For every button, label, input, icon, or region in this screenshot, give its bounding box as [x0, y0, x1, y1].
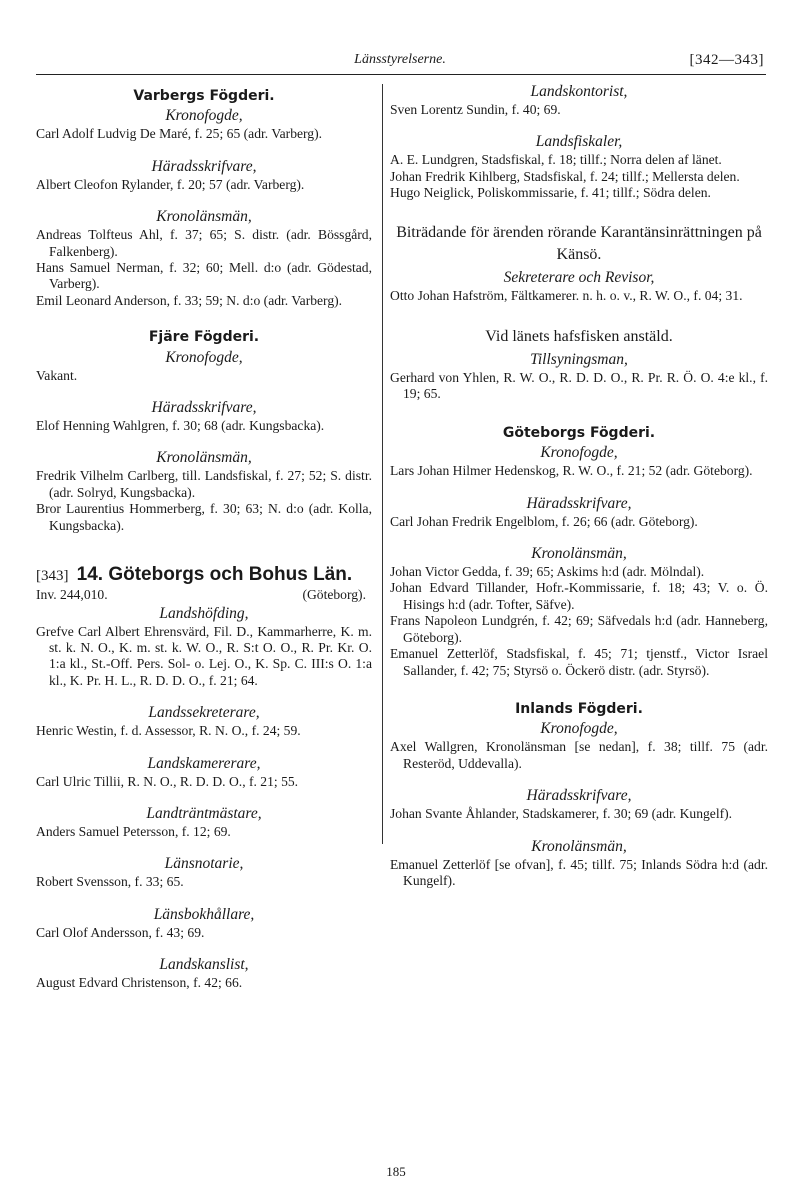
section-title: Fjäre Fögderi.: [148, 329, 260, 346]
entry: Sven Lorentz Sundin, f. 40; 69.: [390, 102, 561, 117]
header-rule: [36, 74, 766, 75]
entry: Emanuel Zetterlöf [se ofvan], f. 45; tillf. 75; Inlands Södra h:d (adr. Kungelf).: [390, 856, 768, 888]
entry: Hans Samuel Nerman, f. 32; 60; Mell. d:o (adr. Gödestad, Varberg).: [36, 260, 372, 292]
entry: Robert Svensson, f. 33; 65.: [36, 874, 184, 890]
role-heading: Häradsskrifvare,: [151, 157, 257, 175]
role-heading: Länsbokhållare,: [153, 905, 255, 923]
role-heading: Landshöfding,: [159, 604, 249, 622]
section-title: Vid länets hafsfisken anstäld.: [485, 328, 673, 346]
role-heading: Sekreterare och Revisor,: [503, 268, 655, 286]
entry: Otto Johan Hafström, Fältkamerer. n. h. o. v., R. W. O., f. 04; 31.: [390, 287, 743, 303]
page-number: 185: [386, 1164, 406, 1179]
role-heading: Kronofogde,: [540, 444, 618, 462]
column-divider: [382, 84, 383, 844]
role-heading: Kronolänsmän,: [156, 449, 252, 467]
entry: Albert Cleofon Rylander, f. 20; 57 (adr. Varberg).: [36, 176, 305, 192]
lan-heading: [36, 564, 372, 587]
role-heading: Häradsskrifvare,: [151, 399, 257, 417]
page-reference: [343]: [36, 568, 69, 585]
entry: Gerhard von Yhlen, R. W. O., R. D. D. O., R. Pr. R. Ö. O. 4:e kl., f. 19; 65.: [390, 370, 768, 402]
entry: Anders Samuel Petersson, f. 12; 69.: [36, 823, 231, 839]
entry: Axel Wallgren, Kronolänsman [se nedan], f. 38; tillf. 75 (adr. Resteröd, Uddevalla).: [390, 739, 768, 771]
role-heading: Häradsskrifvare,: [526, 787, 632, 805]
role-heading: Kronofogde,: [540, 720, 618, 738]
running-title: Länsstyrelserne.: [354, 52, 446, 67]
entry: Lars Johan Hilmer Hedenskog, R. W. O., f. 21; 52 (adr. Göteborg).: [390, 463, 753, 479]
role-heading: Landskamererare,: [147, 754, 261, 772]
right-column: [390, 82, 768, 889]
entry: Carl Adolf Ludvig De Maré, f. 25; 65 (adr. Varberg).: [36, 126, 323, 142]
lan-title: 14. Göteborgs och Bohus Län.: [76, 564, 353, 586]
entry: A. E. Lundgren, Stadsfiskal, f. 18; tillf.; Norra delen af länet.: [390, 152, 722, 168]
entry: Hugo Neiglick, Poliskommissarie, f. 41; tillf.; Södra delen.: [390, 185, 711, 201]
entry: Frans Napoleon Lundgrén, f. 42; 69; Säfvedals h:d (adr. Hanneberg, Göteborg).: [390, 613, 768, 645]
entry: Emanuel Zetterlöf, Stadsfiskal, f. 45; 71; tjenstf., Victor Israel Sallander, f. 42; 75; Styrsö o. Öckerö distr. (adr. Styrsö).: [390, 646, 768, 678]
section-title: Inlands Fögderi.: [515, 700, 643, 717]
role-heading: Länsnotarie,: [164, 855, 244, 873]
page-range: [342—343]: [689, 52, 764, 68]
entry: August Edvard Christenson, f. 42; 66.: [36, 975, 243, 991]
running-head: [36, 52, 764, 74]
section-title: Göteborgs Fögderi.: [502, 424, 656, 441]
role-heading: Kronofogde,: [165, 348, 243, 366]
section-title: Biträdande för ärenden rörande Karantänsinrättningen på Känsö.: [396, 223, 762, 263]
entry: Elof Henning Wahlgren, f. 30; 68 (adr. Kungsbacka).: [36, 418, 325, 434]
entry: Vakant.: [36, 367, 78, 383]
role-heading: Landssekreterare,: [148, 704, 260, 722]
entry: Johan Victor Gedda, f. 39; 65; Askims h:d (adr. Mölndal).: [390, 564, 705, 580]
entry: Bror Laurentius Hommerberg, f. 30; 63; N. d:o (adr. Kolla, Kungsbacka).: [36, 501, 372, 533]
inventory: Inv. 244,010.: [36, 587, 108, 603]
inventory-row: [36, 587, 372, 603]
entry: Carl Olof Andersson, f. 43; 69.: [36, 924, 205, 940]
role-heading: Tillsyningsman,: [530, 351, 628, 369]
city: (Göteborg).: [302, 587, 366, 603]
role-heading: Landträntmästare,: [146, 804, 262, 822]
entry: Carl Johan Fredrik Engelblom, f. 26; 66 (adr. Göteborg).: [390, 513, 698, 529]
role-heading: Kronofogde,: [165, 107, 243, 125]
entry: Grefve Carl Albert Ehrensvärd, Fil. D., Kammarherre, K. m. st. k. N. O., K. m. st. k. W. O., R. S:t O. O., R. Pr. Kr. O. 1:a kl., St.-Off. Pers. Sol- o. Lej. O., K. Sp. C. III:s O. 1:a kl., K. Pr. H. L., R. D. D. O., f. 21; 64.: [36, 623, 372, 688]
entry: Carl Ulric Tillii, R. N. O., R. D. D. O., f. 21; 55.: [36, 773, 299, 789]
entry: Johan Svante Åhlander, Stadskamerer, f. 30; 69 (adr. Kungelf).: [390, 806, 733, 822]
entry: Emil Leonard Anderson, f. 33; 59; N. d:o (adr. Varberg).: [36, 292, 343, 308]
role-heading: Kronolänsmän,: [531, 545, 627, 563]
entry: Johan Edvard Tillander, Hofr.-Kommissarie, f. 18; 43; V. o. Ö. Hisings h:d (adr. Tofter, Säfve).: [390, 580, 768, 612]
entry: Fredrik Vilhelm Carlberg, till. Landsfiskal, f. 27; 52; S. distr. (adr. Solryd, Kungsbacka).: [36, 468, 372, 500]
entry: Henric Westin, f. d. Assessor, R. N. O., f. 24; 59.: [36, 723, 301, 739]
role-heading: Landskanslist,: [159, 956, 249, 974]
left-column: [36, 82, 372, 992]
role-heading: Häradsskrifvare,: [526, 494, 632, 512]
entry: Johan Fredrik Kihlberg, Stadsfiskal, f. 24; tillf.; Mellersta delen.: [390, 168, 740, 184]
role-heading: Kronolänsmän,: [531, 837, 627, 855]
role-heading: Kronolänsmän,: [156, 208, 252, 226]
role-heading: Landskontorist,: [530, 83, 628, 100]
entry: Andreas Tolfteus Ahl, f. 37; 65; S. distr. (adr. Bössgård, Falkenberg).: [36, 227, 372, 259]
role-heading: Landsfiskaler,: [535, 133, 623, 151]
section-title: Varbergs Fögderi.: [133, 88, 275, 104]
